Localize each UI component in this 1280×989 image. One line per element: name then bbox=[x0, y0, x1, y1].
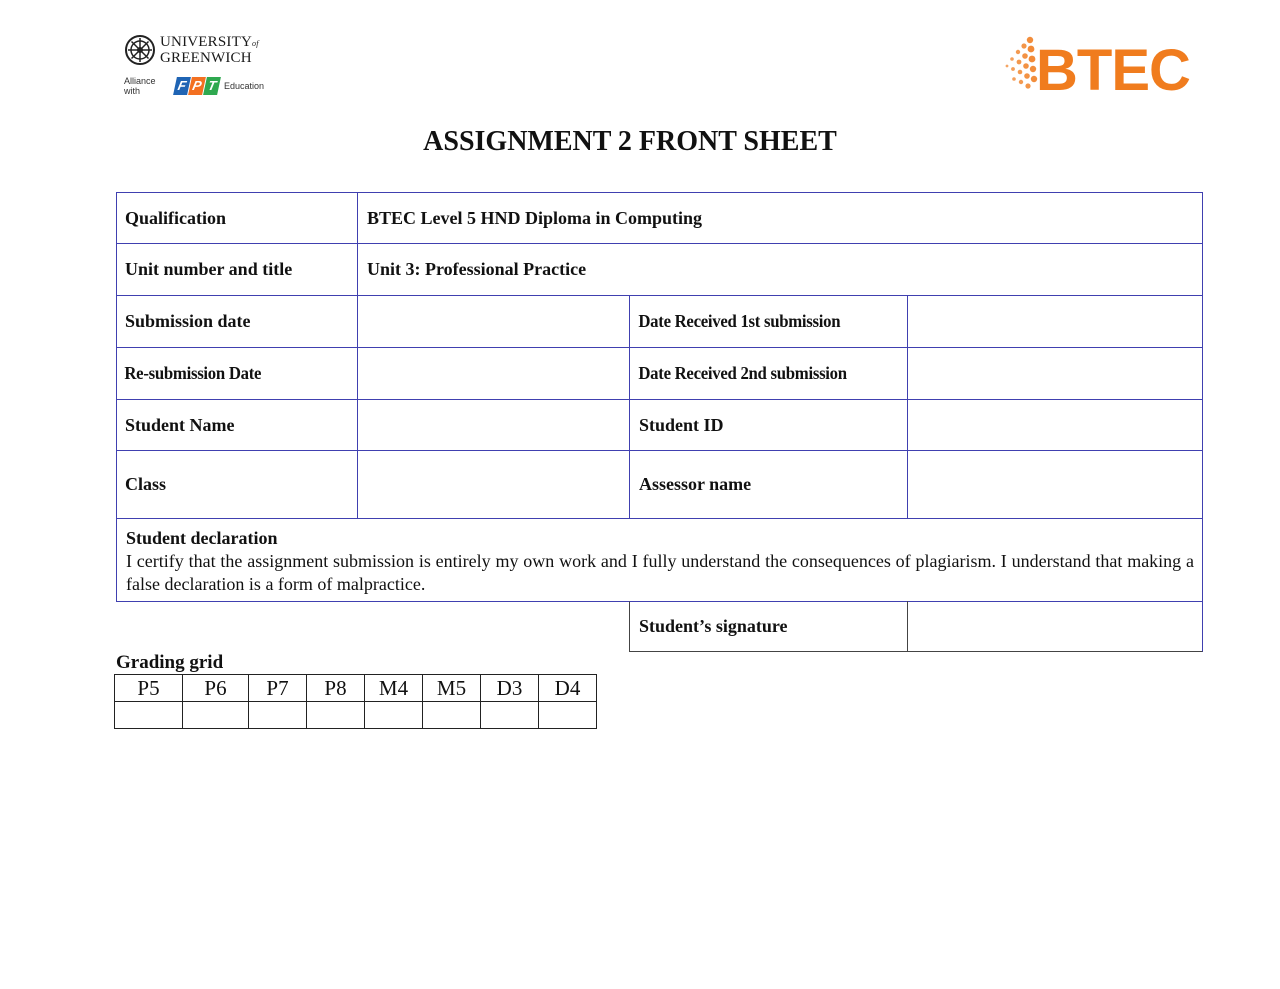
unit-value: Unit 3: Professional Practice bbox=[367, 259, 587, 279]
grade-cell-p6[interactable] bbox=[183, 702, 249, 729]
class-label: Class bbox=[125, 474, 167, 494]
grade-header-p7: P7 bbox=[249, 675, 307, 702]
page-title: ASSIGNMENT 2 FRONT SHEET bbox=[423, 126, 837, 157]
date-received-2-field[interactable] bbox=[908, 348, 1202, 399]
university-of-greenwich-logo bbox=[124, 34, 264, 106]
grade-cell-p8[interactable] bbox=[307, 702, 365, 729]
btec-logo-text: BTEC bbox=[1036, 38, 1190, 100]
grade-cell-d4[interactable] bbox=[539, 702, 597, 729]
grade-header-d3: D3 bbox=[481, 675, 539, 702]
fpt-letter-f: F bbox=[173, 77, 191, 95]
student-id-label: Student ID bbox=[639, 414, 724, 435]
education-text: Education bbox=[223, 81, 264, 91]
student-declaration bbox=[126, 527, 1194, 596]
fpt-letter-p: P bbox=[188, 77, 206, 95]
student-name-field[interactable] bbox=[358, 400, 629, 450]
grade-header-p5: P5 bbox=[115, 675, 183, 702]
date-received-1-label: Date Received 1st submission bbox=[638, 311, 841, 331]
student-id-field[interactable] bbox=[908, 400, 1202, 450]
grading-grid bbox=[114, 674, 597, 729]
resubmission-date-label: Re-submission Date bbox=[124, 363, 262, 383]
grade-header-p6: P6 bbox=[183, 675, 249, 702]
declaration-text: I certify that the assignment submission is entirely my own work and I fully understand the consequences of plagiarism. I understand that making a false declaration is a form of malpractice. bbox=[126, 551, 1194, 594]
fpt-letter-t: T bbox=[203, 77, 221, 95]
grade-cell-p5[interactable] bbox=[115, 702, 183, 729]
alliance-text: Alliance with bbox=[124, 76, 156, 96]
btec-dots-icon bbox=[1006, 37, 1038, 89]
qualification-label: Qualification bbox=[125, 207, 227, 228]
grade-header-m5: M5 bbox=[423, 675, 481, 702]
grade-header-m4: M4 bbox=[365, 675, 423, 702]
grading-header-row bbox=[115, 675, 597, 702]
submission-date-label: Submission date bbox=[125, 311, 251, 331]
assessor-name-label: Assessor name bbox=[639, 474, 752, 494]
of-word: of bbox=[252, 39, 259, 48]
university-word: UNIVERSITY bbox=[160, 34, 252, 50]
grading-value-row bbox=[115, 702, 597, 729]
grade-header-p8: P8 bbox=[307, 675, 365, 702]
btec-logo bbox=[1000, 34, 1200, 100]
qualification-value: BTEC Level 5 HND Diploma in Computing bbox=[367, 207, 703, 228]
signature-field[interactable] bbox=[908, 602, 1202, 651]
class-field[interactable] bbox=[358, 451, 629, 518]
assessor-name-field[interactable] bbox=[908, 451, 1202, 518]
date-received-1-field[interactable] bbox=[908, 296, 1202, 347]
grade-cell-d3[interactable] bbox=[481, 702, 539, 729]
declaration-heading: Student declaration bbox=[126, 528, 278, 548]
grade-header-d4: D4 bbox=[539, 675, 597, 702]
submission-date-field[interactable] bbox=[358, 296, 629, 347]
grade-cell-p7[interactable] bbox=[249, 702, 307, 729]
signature-label: Student’s signature bbox=[639, 616, 788, 636]
fpt-logo bbox=[175, 77, 220, 95]
grade-cell-m5[interactable] bbox=[423, 702, 481, 729]
grading-grid-label: Grading grid bbox=[116, 652, 224, 673]
student-name-label: Student Name bbox=[125, 414, 235, 435]
unit-label: Unit number and title bbox=[125, 259, 293, 279]
date-received-2-label: Date Received 2nd submission bbox=[638, 363, 847, 383]
greenwich-word: GREENWICH bbox=[160, 50, 252, 66]
grade-cell-m4[interactable] bbox=[365, 702, 423, 729]
university-seal-icon bbox=[124, 34, 156, 66]
resubmission-date-field[interactable] bbox=[358, 348, 629, 399]
